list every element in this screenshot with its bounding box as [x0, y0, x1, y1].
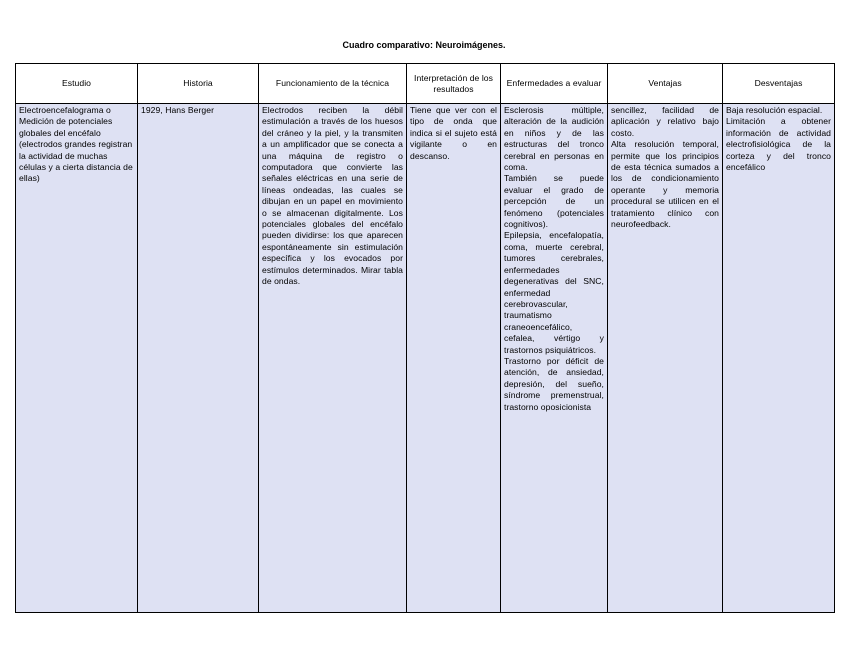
- comparison-table: [15, 63, 835, 613]
- desventajas-paragraph: Limitación a obtener información de actividad electrofisiológica de la corteza y del tronco encefálico: [726, 116, 831, 173]
- cell-enfermedades: [501, 104, 608, 613]
- enfermedades-paragraph: También se puede evaluar el grado de percepción de un fenómeno (potenciales cognitivos).: [504, 173, 604, 230]
- header-enfermedades: Enfermedades a evaluar: [501, 64, 608, 104]
- enfermedades-paragraph: Trastorno por déficit de atención, de ansiedad, depresión, del sueño, síndrome premenstrual, trastorno oposicionista: [504, 355, 604, 412]
- ventajas-paragraph: Alta resolución temporal, permite que los principios de esta técnica sumados a los de condicionamiento operante y memoria procedural se utilicen en el tratamiento clínico con neurofeedback.: [611, 139, 719, 230]
- header-row: [16, 64, 835, 104]
- enfermedades-paragraph: Epilepsia, encefalopatía, coma, muerte cerebral, tumores cerebrales, enfermedades degenerativas del SNC, enfermedad cerebrovascular, traumatismo craneoencefálico, cefalea, vértigo y trastornos psiquiátricos.: [504, 230, 604, 355]
- header-desventajas: Desventajas: [723, 64, 835, 104]
- cell-historia: 1929, Hans Berger: [138, 104, 259, 613]
- header-funcionamiento: Funcionamiento de la técnica: [259, 64, 407, 104]
- cell-interpretacion: Tiene que ver con el tipo de onda que indica si el sujeto está vigilante o en descanso.: [407, 104, 501, 613]
- header-historia: Historia: [138, 64, 259, 104]
- desventajas-paragraph: Baja resolución espacial.: [726, 105, 823, 115]
- page-title: Cuadro comparativo: Neuroimágenes.: [342, 40, 506, 50]
- ventajas-paragraph: sencillez, facilidad de aplicación y relativo bajo costo.: [611, 105, 719, 138]
- cell-estudio: Electroencefalograma o Medición de potenciales globales del encéfalo (electrodos grandes registran la actividad de muchas células y a cierta distancia de ellas): [16, 104, 138, 613]
- table-row: [16, 104, 835, 613]
- cell-funcionamiento: Electrodos reciben la débil estimulación a través de los huesos del cráneo y la piel, y la transmiten a un amplificador que se conecta a una máquina de registro o computadora que convierte las señales eléctricas en una serie de líneas ondeadas, las cuales se dibujan en un papel en movimiento o se almacenan digitalmente. Los potenciales globales del encéfalo pueden dividirse: los que aparecen espontáneamente sin estimulación específica y los evocados por estímulos determinados. Mirar tabla de ondas.: [259, 104, 407, 613]
- header-estudio: Estudio: [16, 64, 138, 104]
- cell-ventajas: [608, 104, 723, 613]
- cell-desventajas: [723, 104, 835, 613]
- enfermedades-paragraph: Esclerosis múltiple, alteración de la audición en niños y de las estructuras del tronco cerebral en personas en coma.: [504, 105, 604, 173]
- header-interpretacion: Interpretación de los resultados: [407, 64, 501, 104]
- header-ventajas: Ventajas: [608, 64, 723, 104]
